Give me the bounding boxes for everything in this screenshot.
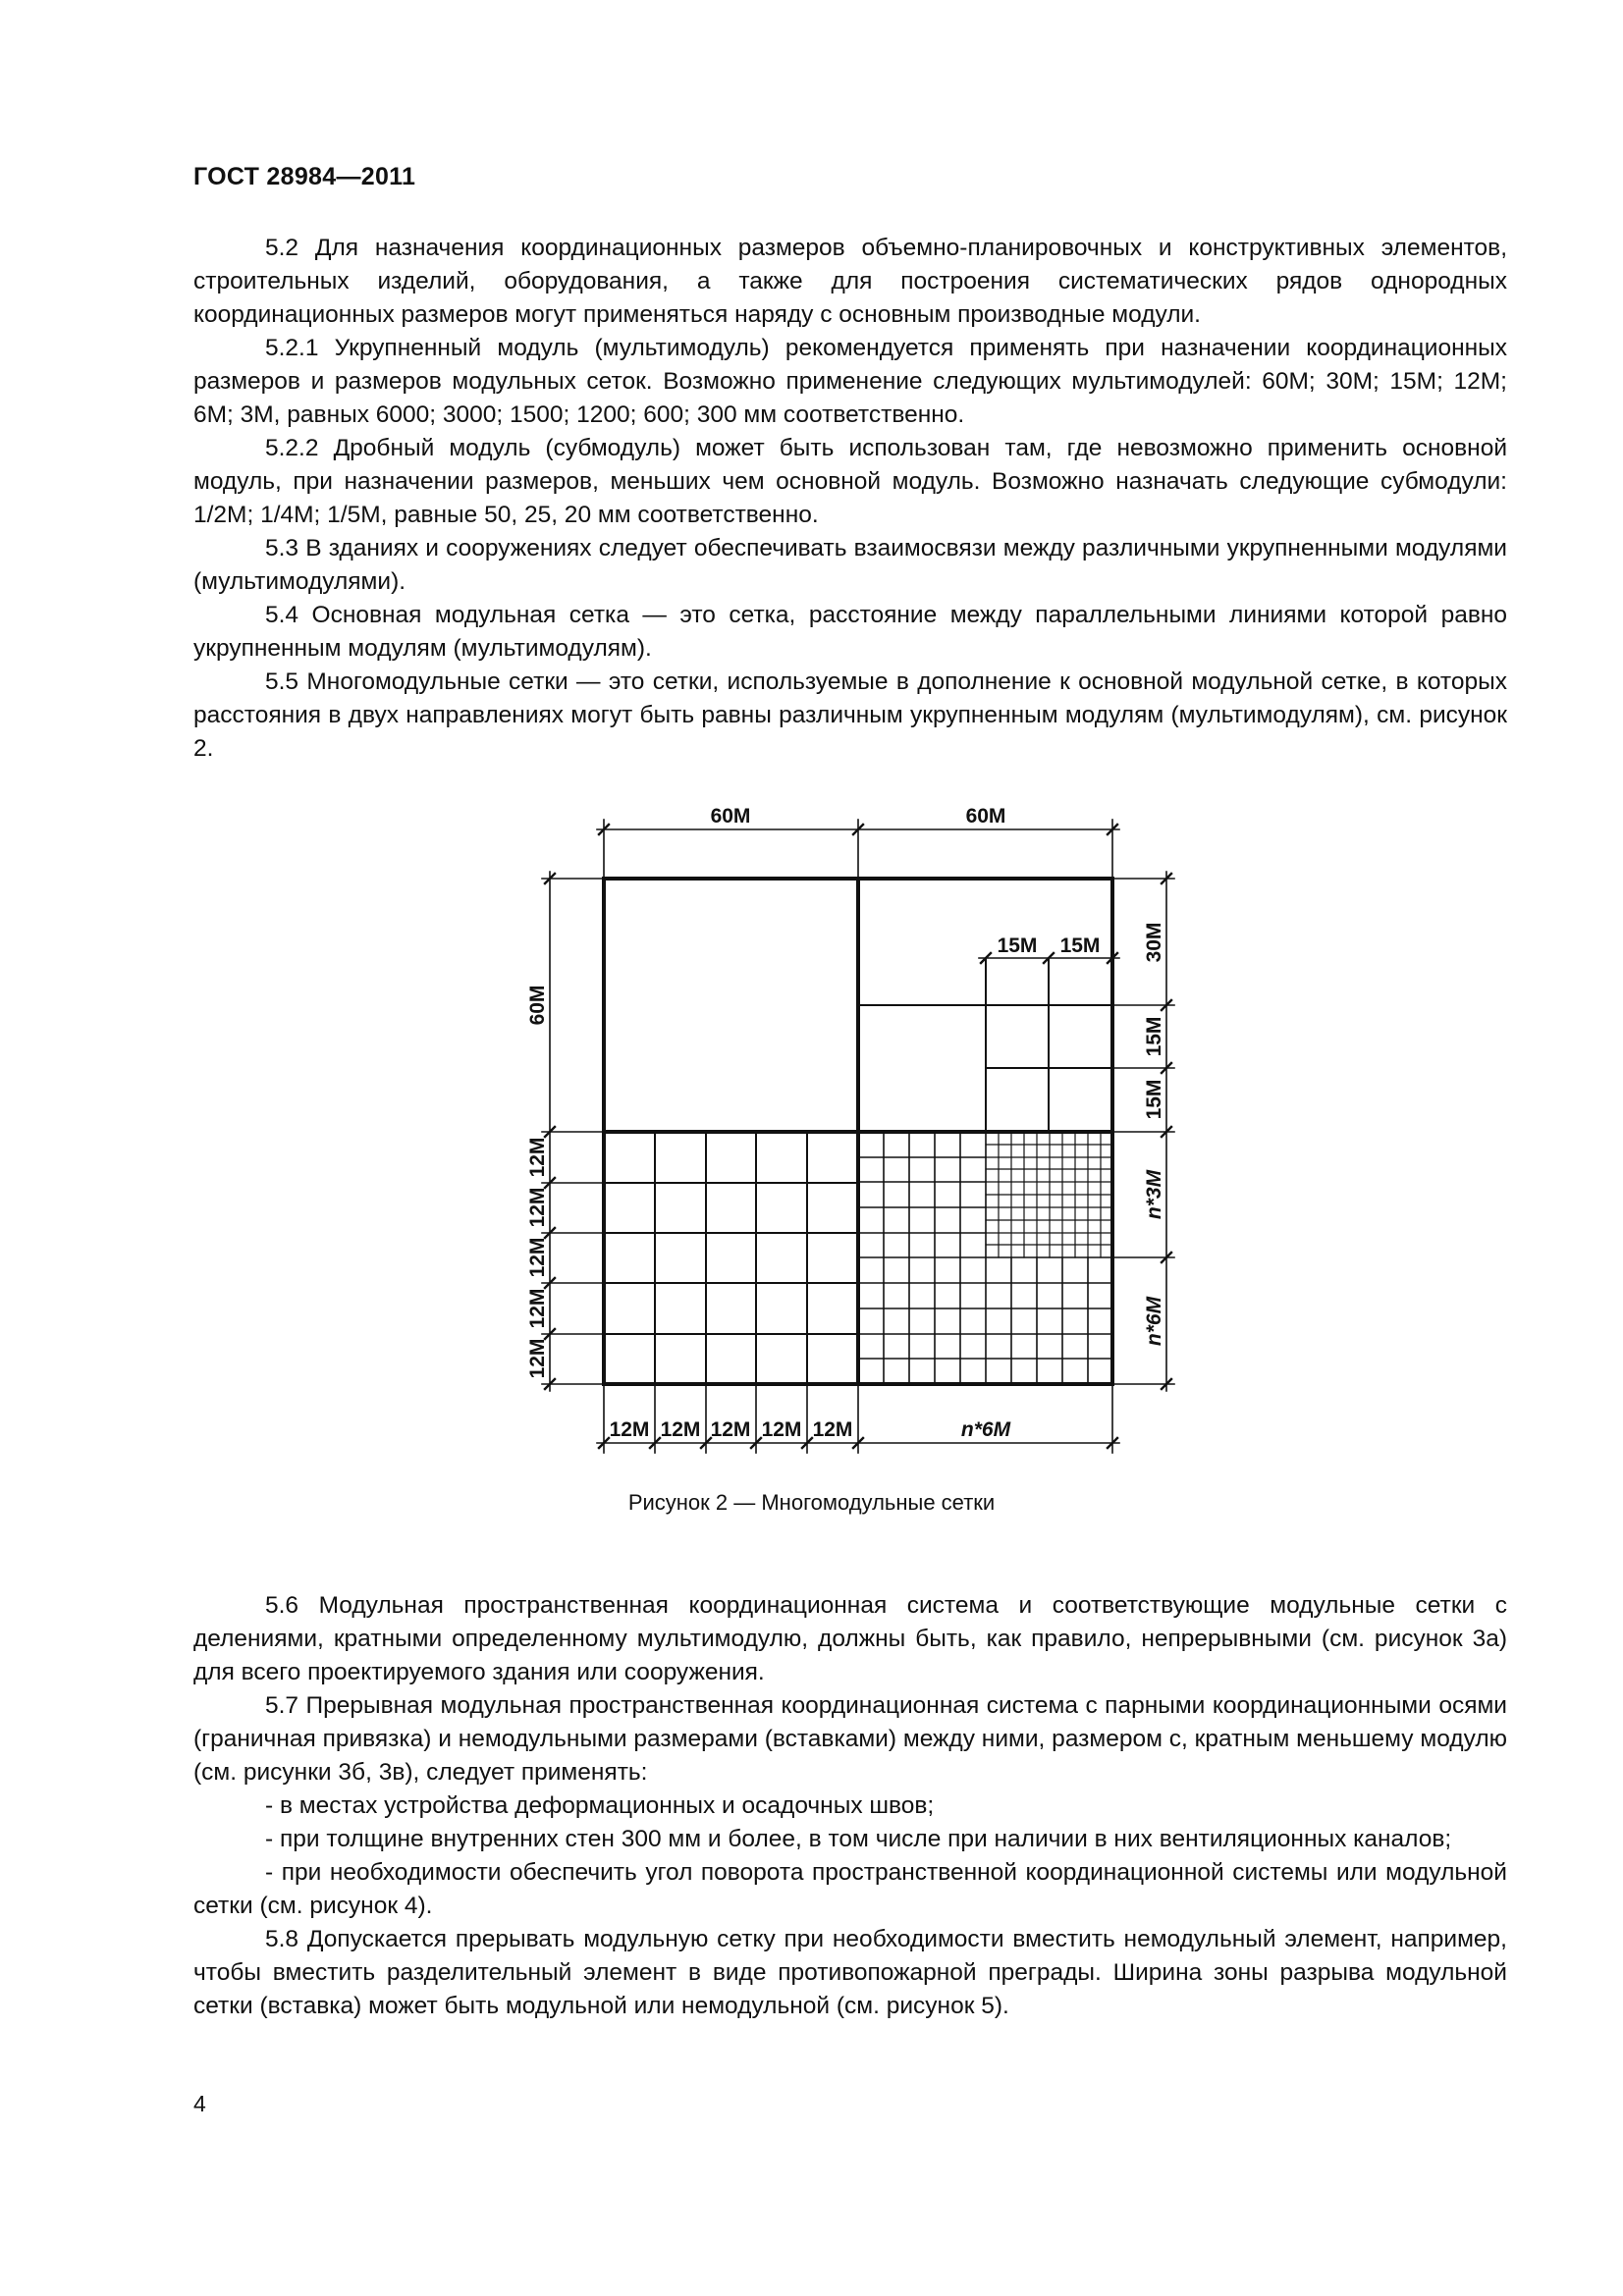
paragraph-5-5: 5.5 Многомодульные сетки — это сетки, используемые в дополнение к основной модульной сетке, в которых расстояния в двух направлениях могут быть равны различным укрупненным модулям (мультимодулям), см. рисунок 2. [193,668,1507,762]
bottom-label-4: 12М [761,1418,802,1441]
list-item-joints: - в местах устройства деформационных и осадочных швов; [265,1792,935,1819]
sub-label-1: 15М [997,934,1038,957]
right-label-15m-2: 15М [1143,1079,1165,1120]
bottom-label-3: 12М [710,1418,751,1441]
paragraph-5-2-1: 5.2.1 Укрупненный модуль (мультимодуль) рекомендуется применять при назначении координационных размеров и размеров модульных сеток. Возможно применение следующих мультимодулей: 60М; 30М; 15М; 12М; 6М; 3М, равных 6000; 3000; 1500; 1200; 600; 300 мм соответственно. [193,335,1507,428]
fine-3m-grid [986,1132,1112,1257]
right-label-30m: 30М [1143,922,1165,963]
top-label-2: 60М [965,805,1006,828]
list-item-walls: - при толщине внутренних стен 300 мм и более, в том числе при наличии в них вентиляционных каналов; [265,1826,1452,1852]
left-label-60m: 60М [526,985,549,1026]
document-header: ГОСТ 28984—2011 [193,163,416,190]
left-small-label-2: 12М [526,1187,549,1228]
text-block-bottom [193,1589,1507,2023]
bottom-label-1: 12М [609,1418,650,1441]
text-block-top [193,232,1507,766]
paragraph-5-2: 5.2 Для назначения координационных размеров объемно-планировочных и конструктивных элементов, строительных изделий, оборудования, а также для построения систематических рядов однородных координационных размеров могут применяться наряду с основным производные модули. [193,235,1507,328]
left-small-label-5: 12М [526,1338,549,1379]
top-label-1: 60М [710,805,751,828]
paragraph-5-8: 5.8 Допускается прерывать модульную сетку при необходимости вместить немодульный элемент, например, чтобы вместить разделительный элемент в виде противопожарной преграды. Ширина зоны разрыва модульной сетки (вставка) может быть модульной или немодульной (см. рисунок 5). [193,1926,1507,2019]
right-label-n6m: n*6М [1143,1296,1165,1347]
top-right-subgrid [858,958,1112,1132]
right-label-15m-1: 15М [1143,1016,1165,1057]
grid-diagram [511,795,1198,1472]
bottom-left-12m-grid [604,1132,858,1384]
left-small-label-1: 12М [526,1137,549,1178]
paragraph-5-3: 5.3 В зданиях и сооружениях следует обеспечивать взаимосвязи между различными укрупненными модулями (мультимодулями). [193,535,1507,595]
figure-multimodular-grids [511,795,1198,1472]
paragraph-5-7: 5.7 Прерывная модульная пространственная координационная система с парными координационными осями (граничная привязка) и немодульными размерами (вставками) между ними, размером с, кратным меньшему модулю (см. рисунки 3б, 3в), следует применять: [193,1692,1507,1786]
right-label-n3m: n*3М [1143,1169,1165,1220]
bottom-label-5: 12М [812,1418,853,1441]
sub-label-2: 15М [1059,934,1101,957]
bottom-label-n6m: n*6М [960,1418,1011,1441]
figure-caption: Рисунок 2 — Многомодульные сетки [627,1490,996,1515]
page-number: 4 [193,2091,206,2116]
left-small-label-3: 12М [526,1237,549,1278]
paragraph-5-2-2: 5.2.2 Дробный модуль (субмодуль) может быть использован там, где невозможно применить основной модуль, при назначении размеров, меньших чем основной модуль. Возможно назначать следующие субмодули: 1/2М; 1/4М; 1/5М, равные 50, 25, 20 мм соответственно. [193,435,1507,528]
bottom-label-2: 12М [660,1418,701,1441]
list-item-rotation: - при необходимости обеспечить угол поворота пространственной координационной системы или модульной сетки (см. рисунок 4). [193,1859,1507,1919]
paragraph-5-4: 5.4 Основная модульная сетка — это сетка, расстояние между параллельными линиями которой равно укрупненным модулям (мультимодулям). [193,602,1507,662]
paragraph-5-6: 5.6 Модульная пространственная координационная система и соответствующие модульные сетки с делениями, кратными определенному мультимодулю, должны быть, как правило, непрерывными (см. рисунок 3а) для всего проектируемого здания или сооружения. [193,1592,1507,1685]
left-small-label-4: 12М [526,1288,549,1329]
